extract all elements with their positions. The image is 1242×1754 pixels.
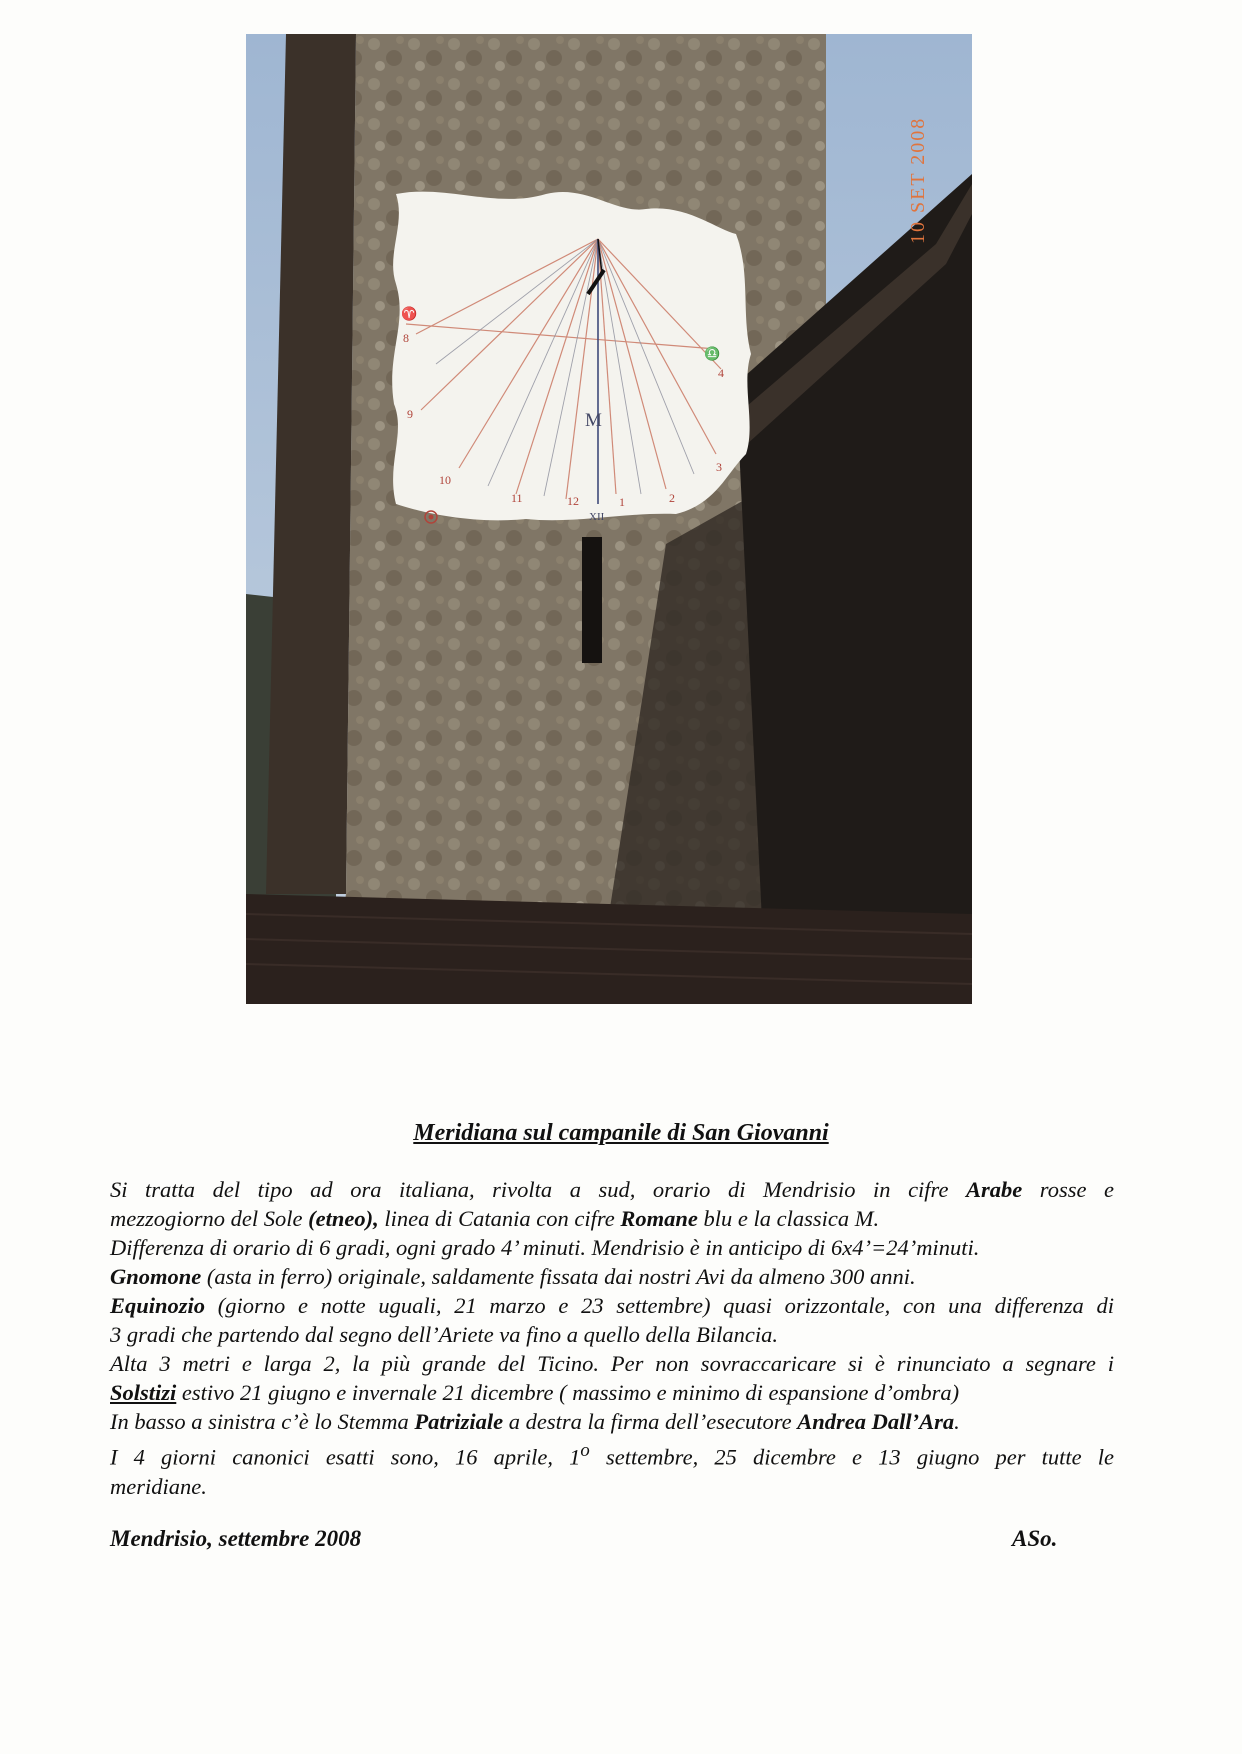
document-title: Meridiana sul campanile di San Giovanni — [413, 1120, 829, 1146]
zodiac-aries-icon: ♈ — [401, 306, 418, 321]
paragraph-line: Gnomone (asta in ferro) originale, saldamente fissata dai nostri Avi da almeno 300 anni. — [110, 1264, 916, 1289]
signature-initials: ASo. — [1012, 1526, 1058, 1551]
sundial-photo — [246, 34, 972, 1004]
paragraph-line: Alta 3 metri e larga 2, la più grande del Ticino. Per non sovraccaricare si è rinunciato a segnare i — [110, 1351, 1114, 1376]
hour-numeral: 4 — [718, 366, 724, 380]
hour-numeral: 3 — [716, 460, 722, 474]
paragraph-line: Si tratta del tipo ad ora italiana, rivolta a sud, orario di Mendrisio in cifre Arabe rosse e — [110, 1177, 1114, 1202]
hour-numeral: 11 — [511, 491, 523, 505]
paragraph-line: Solstizi estivo 21 giugno e invernale 21 dicembre ( massimo e minimo di espansione d’ombra) — [110, 1380, 960, 1405]
paragraph-line: 3 gradi che partendo dal segno dell’Ariete va fino a quello della Bilancia. — [110, 1322, 779, 1347]
hour-numeral: 12 — [567, 494, 579, 508]
hour-numeral: 9 — [407, 407, 413, 421]
date-stamp: 10 SET 2008 — [907, 116, 929, 244]
paragraph-line: meridiane. — [110, 1473, 207, 1499]
zodiac-libra-icon: ♎ — [704, 346, 721, 361]
hour-numeral: 1 — [619, 495, 625, 509]
paragraph-line: In basso a sinistra c’è lo Stemma Patriziale a destra la firma dell’esecutore Andrea Dall’Ara. — [110, 1409, 960, 1434]
place-date: Mendrisio, settembre 2008 — [110, 1526, 362, 1551]
sundial-roman-noon: XII — [589, 511, 605, 523]
paragraph-line: mezzogiorno del Sole (etneo), linea di Catania con cifre Romane blu e la classica M. — [110, 1206, 880, 1231]
sundial-m-letter: M — [585, 410, 602, 431]
hour-numeral: 8 — [403, 331, 409, 345]
paragraph-line: Equinozio (giorno e notte uguali, 21 marzo e 23 settembre) quasi orizzontale, con una differenza di — [110, 1293, 1114, 1318]
description-text — [110, 1175, 1114, 1501]
paragraph-line: Differenza di orario di 6 gradi, ogni grado 4’ minuti. Mendrisio è in anticipo di 6x4’=24’minuti. — [110, 1235, 980, 1260]
paragraph-line: I 4 giorni canonici esatti sono, 16 aprile, 1$^o$ settembre, 25 dicembre e 13 giugno per tutte le — [110, 1440, 1114, 1470]
hour-numeral: 2 — [669, 491, 675, 505]
hour-numeral: 10 — [439, 473, 451, 487]
